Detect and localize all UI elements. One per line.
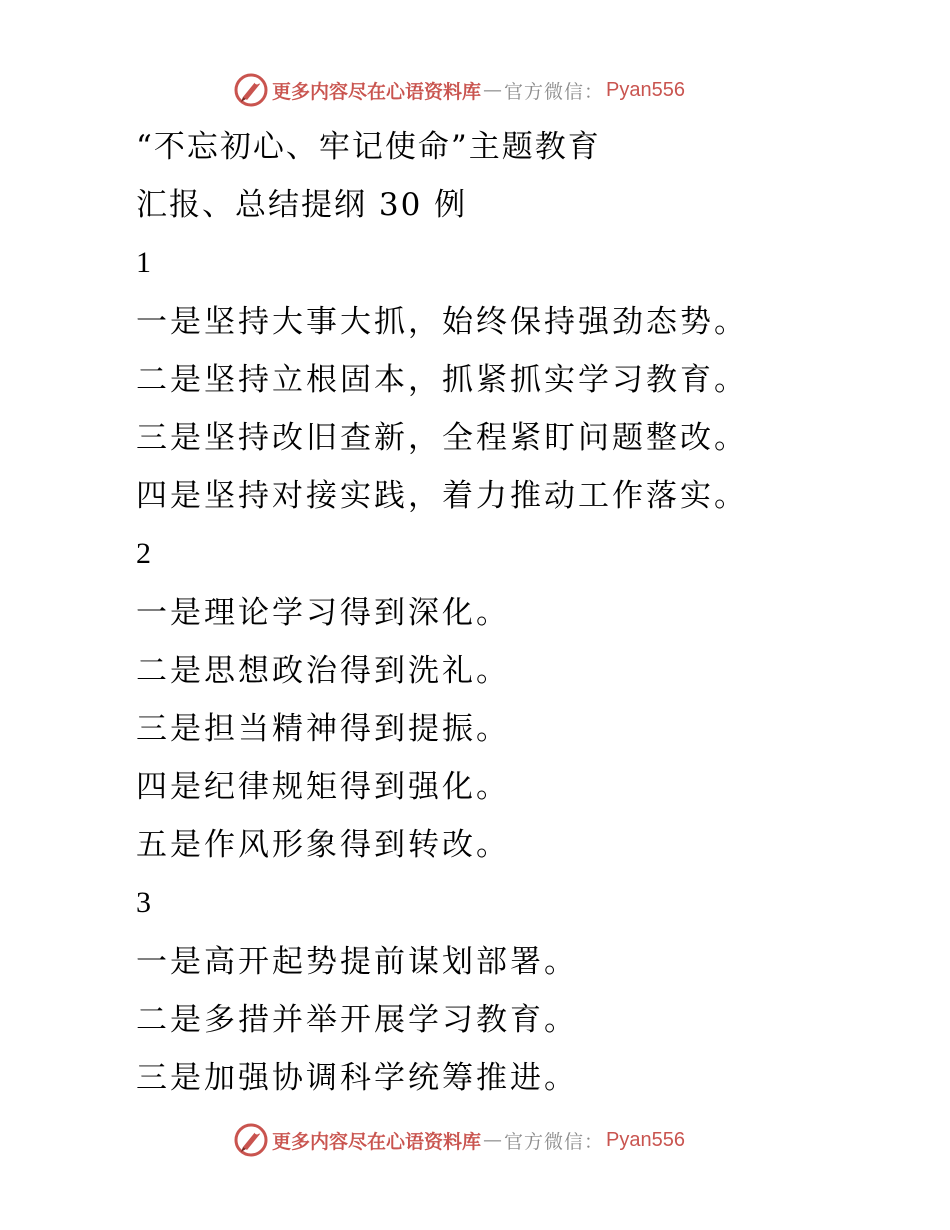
document-body [136, 118, 896, 1107]
section-item: 一是坚持大事大抓，始终保持强劲态势。 [136, 303, 748, 340]
section-number: 3 [136, 886, 151, 920]
quill-logo-icon [234, 73, 268, 107]
section-item: 四是纪律规矩得到强化。 [136, 769, 510, 806]
section-item: 一是理论学习得到深化。 [136, 594, 510, 631]
section-item: 一是高开起势提前谋划部署。 [136, 943, 578, 980]
banner-wechat-id: Pyan556 [606, 1128, 685, 1151]
section-item: 二是坚持立根固本，抓紧抓实学习教育。 [136, 361, 748, 398]
section-item: 四是坚持对接实践，着力推动工作落实。 [136, 478, 748, 515]
section-item: 五是作风形象得到转改。 [136, 827, 510, 864]
banner-dash: — [483, 1129, 503, 1151]
section-item: 二是思想政治得到洗礼。 [136, 652, 510, 689]
footer-banner [234, 1122, 685, 1158]
section-item: 三是担当精神得到提振。 [136, 710, 510, 747]
banner-brand: 更多内容尽在心语资料库 [272, 80, 482, 103]
banner-wechat-label: 官方微信： [504, 80, 605, 103]
section-item: 二是多措并举开展学习教育。 [136, 1001, 578, 1038]
document-title-line1: “不忘初心、牢记使命”主题教育 [136, 129, 601, 165]
banner-dash: — [483, 79, 503, 101]
quill-logo-icon [234, 1123, 268, 1157]
banner-wechat-label: 官方微信： [504, 1130, 605, 1153]
header-banner [234, 72, 685, 108]
banner-wechat-id: Pyan556 [606, 78, 685, 101]
document-title-line2: 汇报、总结提纲 30 例 [136, 187, 468, 224]
section-number: 2 [136, 537, 151, 571]
section-item: 三是坚持改旧查新，全程紧盯问题整改。 [136, 419, 748, 456]
section-number: 1 [136, 246, 151, 280]
section-item: 三是加强协调科学统筹推进。 [136, 1060, 578, 1096]
banner-brand: 更多内容尽在心语资料库 [272, 1130, 482, 1153]
